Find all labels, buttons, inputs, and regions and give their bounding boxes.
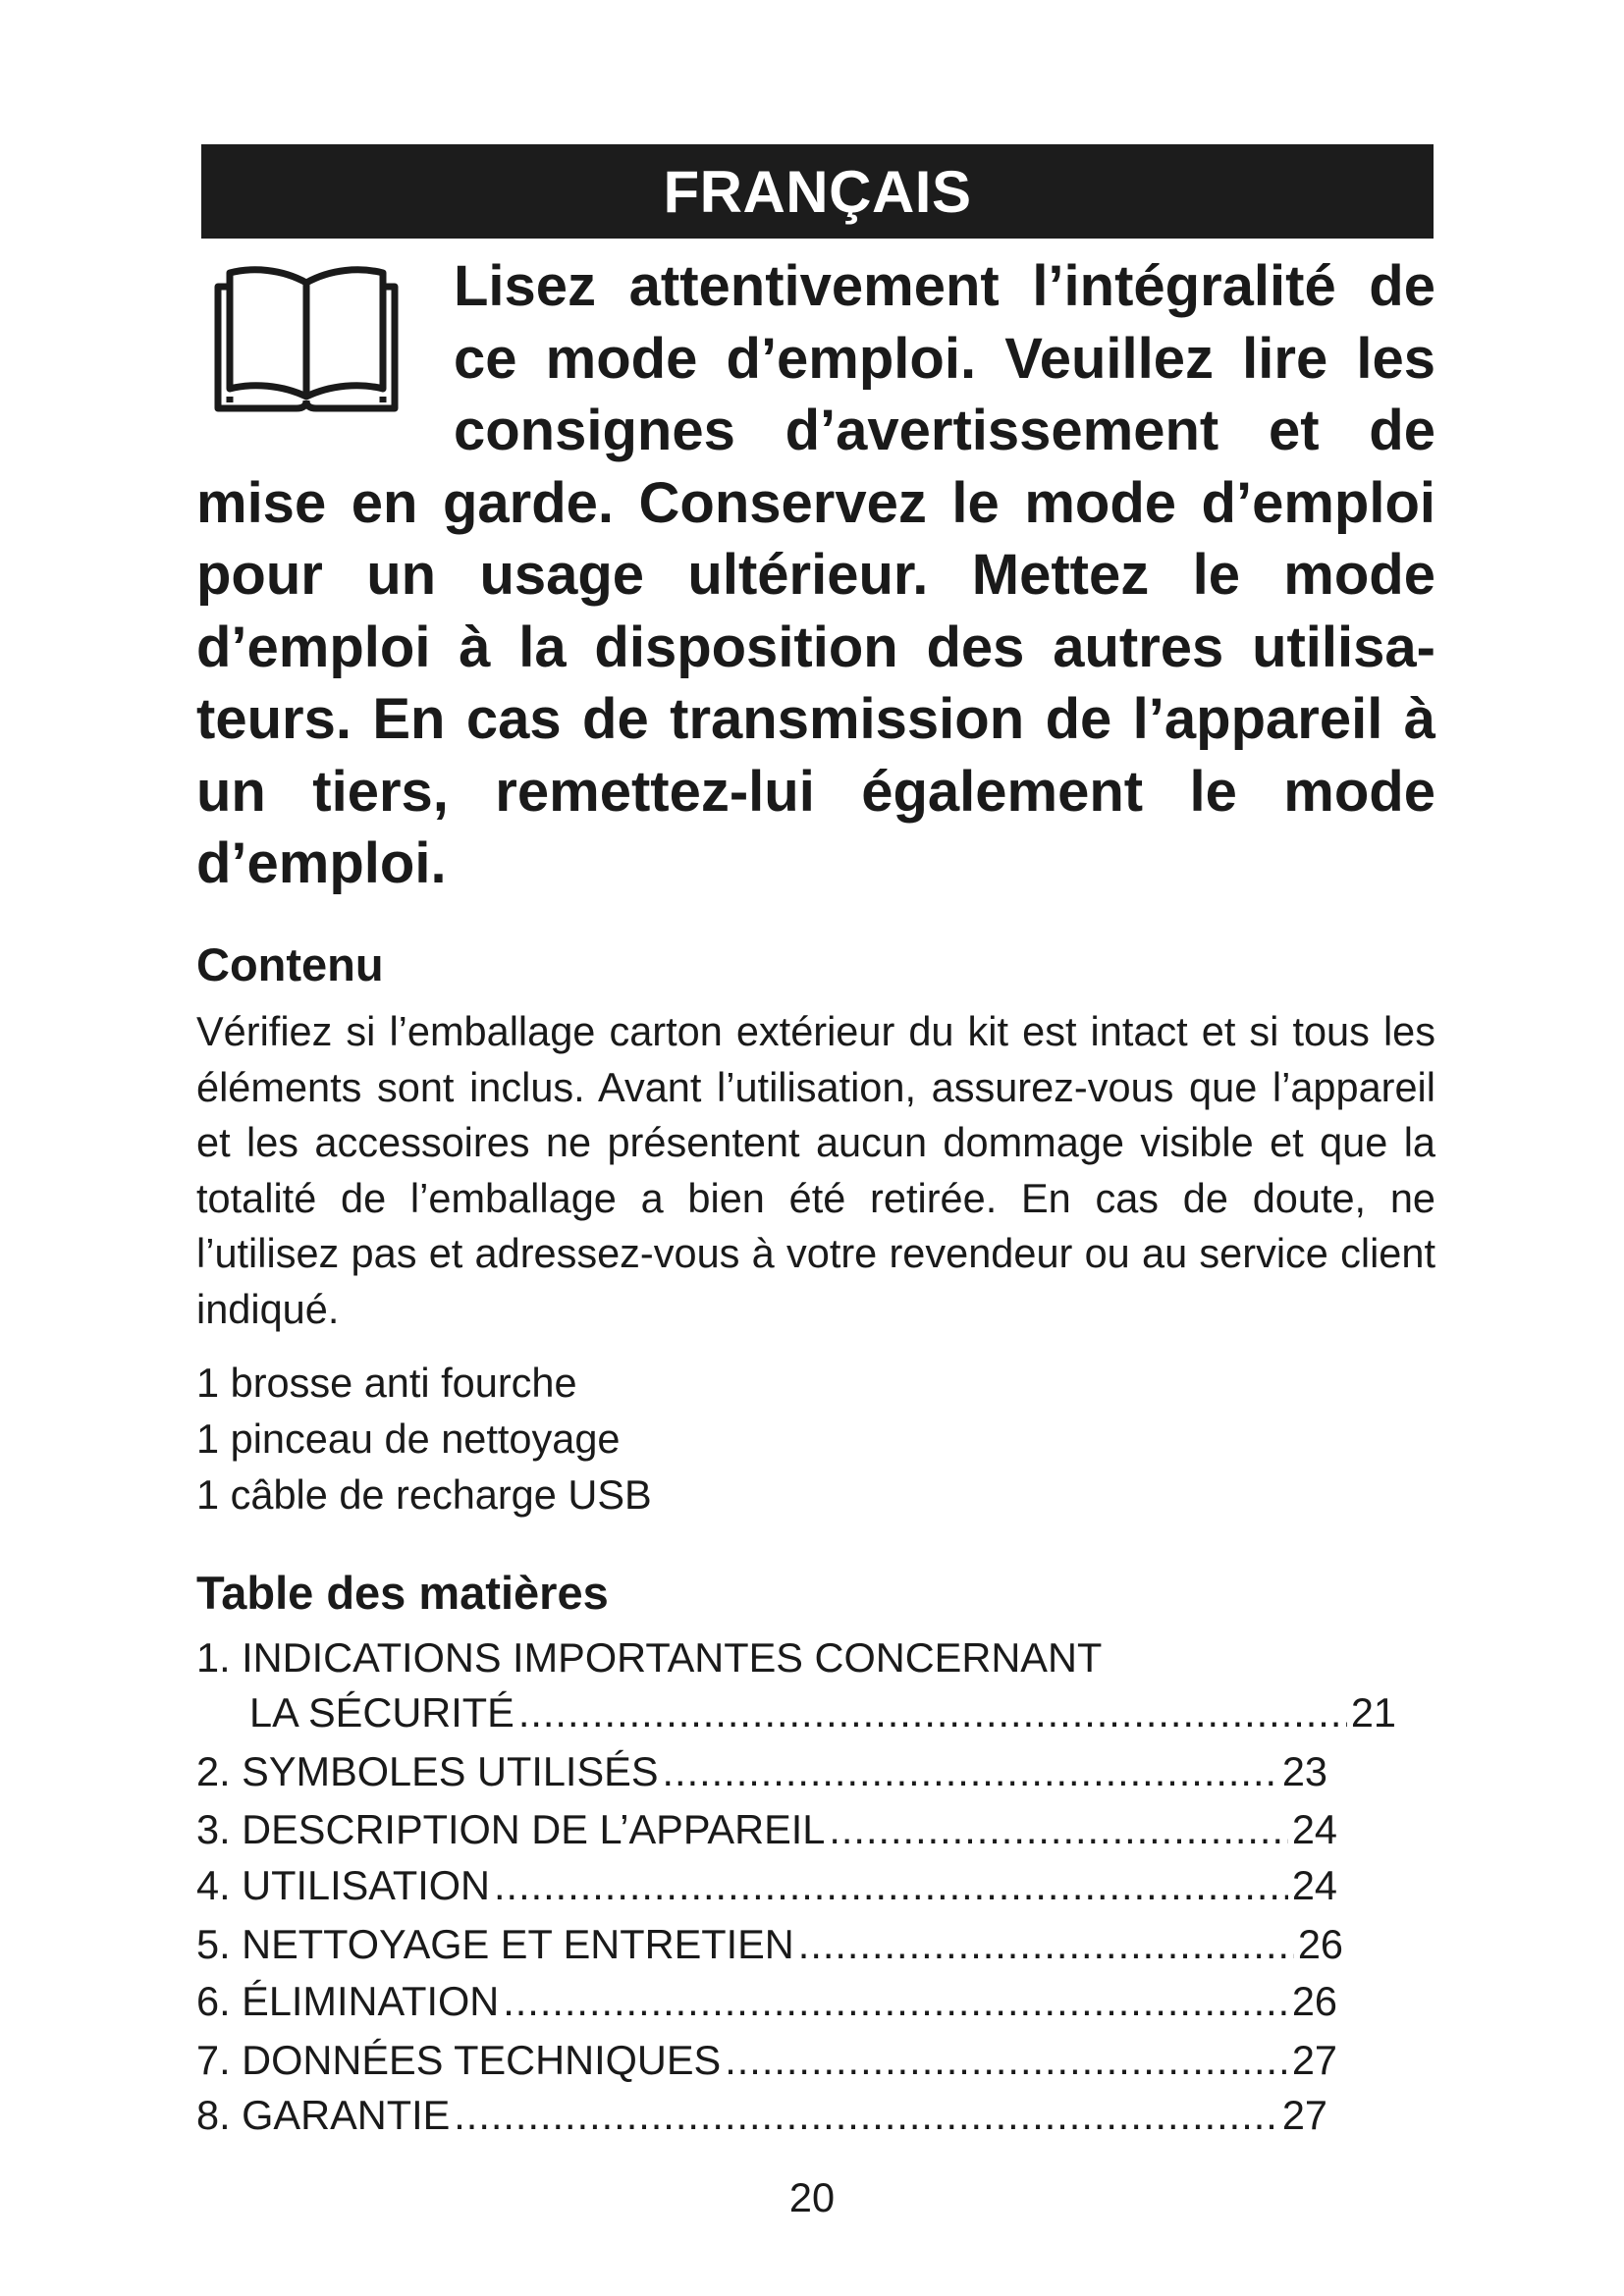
toc-entry-label: 5. NETTOYAGE ET ENTRETIEN — [196, 1921, 794, 1967]
toc-entry-page: 23 — [1281, 1748, 1327, 1794]
toc-entry-label: 3. DESCRIPTION DE L’APPAREIL — [196, 1806, 826, 1852]
toc-entry — [196, 1976, 1337, 2027]
toc-entry-label: 8. GARANTIE — [196, 2092, 451, 2138]
contents-paragraph: Vérifiez si l’emballage carton extérieur du kit est intact et si tous les éléments sont inclus. Avant l’utilisation, assurez-vous que l’appareil et les accessoires ne présentent aucun dommage visible et que la totalité de l’emballage a bien été retirée. En cas de doute, ne l’utilisez pas et adressez-vous à votre revendeur ou au service client indiqué. — [196, 1008, 1435, 1332]
language-banner: FRANÇAIS — [201, 144, 1434, 239]
toc-entry-page: 27 — [1281, 2092, 1327, 2138]
intro-warning — [196, 250, 1435, 900]
toc-entry-page: 26 — [1291, 1978, 1337, 2024]
toc-entry-label: LA SÉCURITÉ — [249, 1689, 514, 1735]
toc-dot-leader — [454, 2090, 1278, 2141]
toc-entry-label: 6. ÉLIMINATION — [196, 1978, 500, 2024]
toc-entry — [196, 1687, 1396, 1738]
toc-entry-page: 21 — [1350, 1689, 1396, 1735]
toc-entry-label: 7. DONNÉES TECHNIQUES — [196, 2037, 722, 2083]
toc-entry-page: 24 — [1291, 1806, 1337, 1852]
list-item: 1 câble de recharge USB — [196, 1471, 652, 1518]
toc-dot-leader — [494, 1860, 1288, 1911]
toc-dot-leader — [829, 1804, 1287, 1855]
toc-entry — [196, 1746, 1327, 1797]
page-number: 20 — [788, 2174, 836, 2220]
toc-entry-page: 27 — [1291, 2037, 1337, 2083]
toc-entry-label: 2. SYMBOLES UTILISÉS — [196, 1748, 659, 1794]
intro-text: Lisez attentivement l’intégralité de ce mode d’emploi. Veuillez lire les consignes d’avertissement et de mise en garde. Conservez le mode d’emploi pour un usage ultérieur. Mettez le mode d’emploi à la disposition des autres utilisateurs. En cas de transmission de l’appareil à un tiers, remettez-lui également le mode d’emploi. — [196, 254, 1435, 895]
toc-entry — [196, 1804, 1337, 1855]
toc-dot-leader — [798, 1919, 1294, 1970]
toc-entry-page: 26 — [1297, 1921, 1343, 1967]
list-item: 1 pinceau de nettoyage — [196, 1415, 621, 1462]
toc-entry — [196, 1860, 1337, 1911]
toc-entry-1-first-line: 1. INDICATIONS IMPORTANTES CONCERNANT — [196, 1634, 1103, 1681]
toc-entry — [196, 2035, 1337, 2086]
toc-dot-leader — [518, 1687, 1347, 1738]
toc-entry-label: 4. UTILISATION — [196, 1862, 491, 1908]
contents-list — [196, 1355, 652, 1522]
toc-dot-leader — [663, 1746, 1278, 1797]
toc-entry — [196, 2090, 1327, 2141]
list-item: 1 brosse anti fourche — [196, 1360, 577, 1406]
toc-dot-leader — [725, 2035, 1288, 2086]
contents-heading: Contenu — [196, 938, 384, 990]
toc-heading: Table des matières — [196, 1567, 609, 1619]
toc-entry — [196, 1919, 1343, 1970]
toc-entry-page: 24 — [1291, 1862, 1337, 1908]
toc-dot-leader — [503, 1976, 1288, 2027]
